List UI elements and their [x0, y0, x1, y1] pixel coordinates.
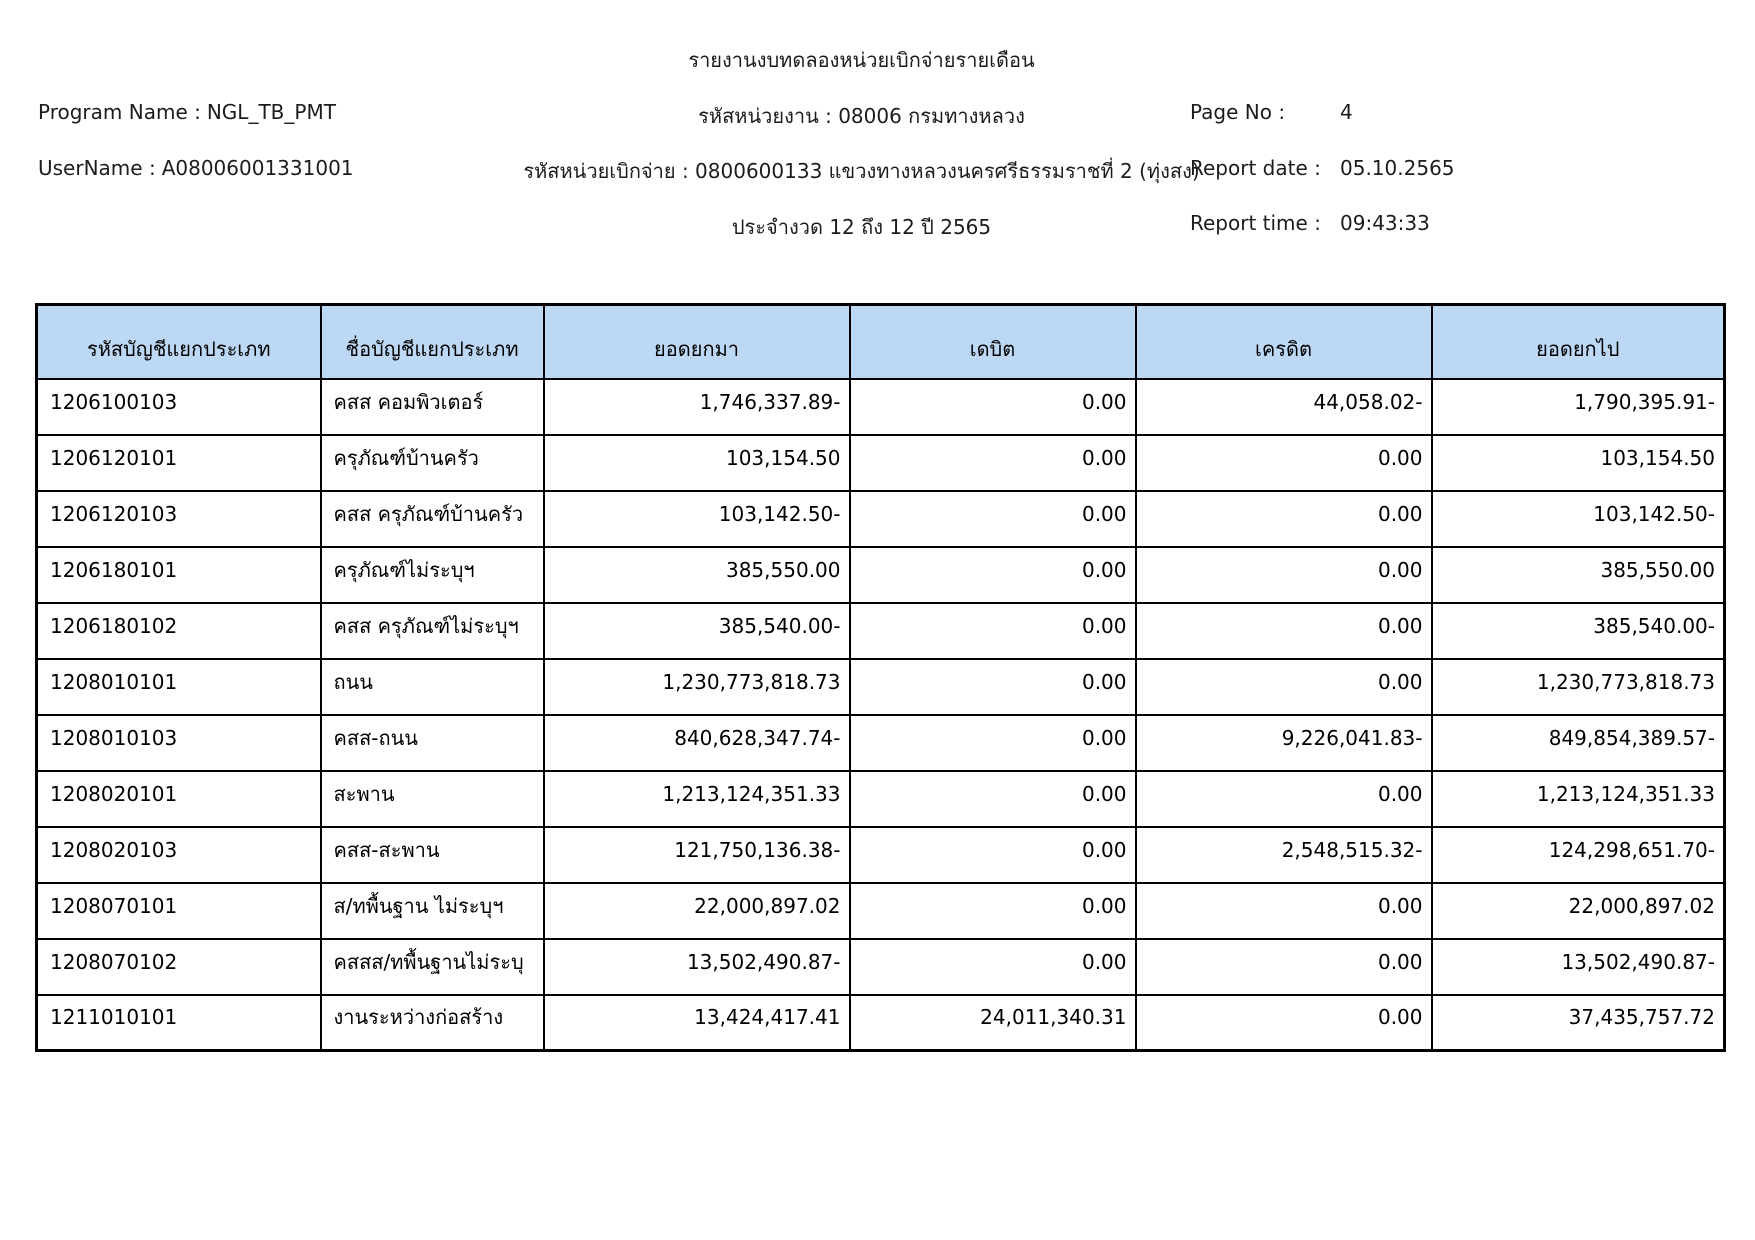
period-line: ประจำงวด 12 ถึง 12 ปี 2565 [731, 215, 992, 239]
table-row [37, 491, 1725, 547]
table-row [37, 883, 1725, 939]
cell-opening-balance: 1,746,337.89- [544, 379, 850, 435]
program-name-value: NGL_TB_PMT [206, 100, 336, 124]
cell-closing-balance: 124,298,651.70- [1432, 827, 1725, 883]
cell-account-name: ครุภัณฑ์ไม่ระบุฯ [321, 547, 544, 603]
cell-account-code: 1206120101 [37, 435, 321, 491]
cell-opening-balance: 103,154.50 [544, 435, 850, 491]
column-header-debit: เดบิต [850, 305, 1136, 379]
cell-account-name: คสส-สะพาน [321, 827, 544, 883]
report-date-value: 05.10.2565 [1340, 156, 1455, 180]
table-row [37, 435, 1725, 491]
cell-account-code: 1208010101 [37, 659, 321, 715]
cell-debit: 0.00 [850, 715, 1136, 771]
page-no-label: Page No : [1190, 100, 1286, 124]
cell-closing-balance: 22,000,897.02 [1432, 883, 1725, 939]
cell-debit: 0.00 [850, 491, 1136, 547]
cell-opening-balance: 103,142.50- [544, 491, 850, 547]
cell-credit: 0.00 [1136, 939, 1432, 995]
username-label: UserName : [38, 156, 156, 180]
cell-closing-balance: 385,550.00 [1432, 547, 1725, 603]
cell-credit: 0.00 [1136, 547, 1432, 603]
cell-closing-balance: 103,154.50 [1432, 435, 1725, 491]
table-header-row [37, 305, 1725, 379]
column-header-account-code: รหัสบัญชีแยกประเภท [37, 305, 321, 379]
cell-opening-balance: 840,628,347.74- [544, 715, 850, 771]
program-name-label: Program Name : [38, 100, 201, 124]
cell-account-code: 1211010101 [37, 995, 321, 1051]
cell-credit: 2,548,515.32- [1136, 827, 1432, 883]
cell-account-code: 1208070102 [37, 939, 321, 995]
cell-opening-balance: 13,502,490.87- [544, 939, 850, 995]
table-row [37, 547, 1725, 603]
table-row [37, 715, 1725, 771]
cell-account-code: 1206120103 [37, 491, 321, 547]
cell-account-name: สะพาน [321, 771, 544, 827]
cell-account-code: 1208020103 [37, 827, 321, 883]
cell-credit: 44,058.02- [1136, 379, 1432, 435]
cell-account-code: 1208020101 [37, 771, 321, 827]
cell-credit: 9,226,041.83- [1136, 715, 1432, 771]
cell-debit: 0.00 [850, 939, 1136, 995]
cell-closing-balance: 1,230,773,818.73 [1432, 659, 1725, 715]
cell-debit: 0.00 [850, 771, 1136, 827]
agency-line: รหัสหน่วยงาน : 08006 กรมทางหลวง [698, 104, 1025, 128]
column-header-closing-balance: ยอดยกไป [1432, 305, 1725, 379]
cell-account-name: งานระหว่างก่อสร้าง [321, 995, 544, 1051]
cell-opening-balance: 121,750,136.38- [544, 827, 850, 883]
disbursement-unit-line: รหัสหน่วยเบิกจ่าย : 0800600133 แขวงทางหลวงนครศรีธรรมราชที่ 2 (ทุ่งสง) [523, 159, 1200, 183]
cell-closing-balance: 849,854,389.57- [1432, 715, 1725, 771]
report-time-line [1190, 211, 1430, 235]
report-time-value: 09:43:33 [1340, 211, 1430, 235]
cell-debit: 0.00 [850, 659, 1136, 715]
cell-closing-balance: 1,790,395.91- [1432, 379, 1725, 435]
column-header-opening-balance: ยอดยกมา [544, 305, 850, 379]
cell-account-name: คสสส/ทพื้นฐานไม่ระบุ [321, 939, 544, 995]
cell-credit: 0.00 [1136, 995, 1432, 1051]
cell-debit: 0.00 [850, 379, 1136, 435]
cell-debit: 0.00 [850, 883, 1136, 939]
cell-closing-balance: 13,502,490.87- [1432, 939, 1725, 995]
cell-closing-balance: 37,435,757.72 [1432, 995, 1725, 1051]
cell-closing-balance: 1,213,124,351.33 [1432, 771, 1725, 827]
cell-credit: 0.00 [1136, 771, 1432, 827]
table-row [37, 771, 1725, 827]
cell-account-code: 1208010103 [37, 715, 321, 771]
cell-account-name: ครุภัณฑ์บ้านครัว [321, 435, 544, 491]
column-header-credit: เครดิต [1136, 305, 1432, 379]
cell-debit: 0.00 [850, 435, 1136, 491]
cell-opening-balance: 385,540.00- [544, 603, 850, 659]
cell-opening-balance: 22,000,897.02 [544, 883, 850, 939]
report-title: รายงานงบทดลองหน่วยเบิกจ่ายรายเดือน [688, 48, 1035, 72]
report-date-line [1190, 156, 1455, 180]
cell-closing-balance: 385,540.00- [1432, 603, 1725, 659]
table-body [37, 379, 1725, 1051]
trial-balance-table [35, 303, 1726, 1052]
cell-debit: 0.00 [850, 603, 1136, 659]
table-row [37, 379, 1725, 435]
cell-account-name: ส/ทพื้นฐาน ไม่ระบุฯ [321, 883, 544, 939]
cell-opening-balance: 1,213,124,351.33 [544, 771, 850, 827]
cell-account-name: คสส-ถนน [321, 715, 544, 771]
cell-account-name: คสส ครุภัณฑ์ไม่ระบุฯ [321, 603, 544, 659]
cell-credit: 0.00 [1136, 435, 1432, 491]
cell-opening-balance: 1,230,773,818.73 [544, 659, 850, 715]
table-row [37, 659, 1725, 715]
table-row [37, 603, 1725, 659]
cell-opening-balance: 13,424,417.41 [544, 995, 850, 1051]
cell-debit: 24,011,340.31 [850, 995, 1136, 1051]
column-header-account-name: ชื่อบัญชีแยกประเภท [321, 305, 544, 379]
cell-credit: 0.00 [1136, 659, 1432, 715]
cell-credit: 0.00 [1136, 883, 1432, 939]
cell-account-name: ถนน [321, 659, 544, 715]
page-no-value: 4 [1340, 100, 1353, 124]
cell-debit: 0.00 [850, 827, 1136, 883]
cell-account-code: 1206180102 [37, 603, 321, 659]
table-row [37, 995, 1725, 1051]
table-row [37, 939, 1725, 995]
report-time-label: Report time : [1190, 211, 1321, 235]
cell-account-name: คสส ครุภัณฑ์บ้านครัว [321, 491, 544, 547]
cell-account-code: 1208070101 [37, 883, 321, 939]
cell-debit: 0.00 [850, 547, 1136, 603]
table-header [37, 305, 1725, 379]
username-value: A08006001331001 [161, 156, 354, 180]
cell-account-code: 1206100103 [37, 379, 321, 435]
cell-credit: 0.00 [1136, 491, 1432, 547]
cell-opening-balance: 385,550.00 [544, 547, 850, 603]
cell-credit: 0.00 [1136, 603, 1432, 659]
cell-closing-balance: 103,142.50- [1432, 491, 1725, 547]
cell-account-name: คสส คอมพิวเตอร์ [321, 379, 544, 435]
cell-account-code: 1206180101 [37, 547, 321, 603]
page-no-line [1190, 100, 1353, 124]
report-date-label: Report date : [1190, 156, 1321, 180]
table-row [37, 827, 1725, 883]
